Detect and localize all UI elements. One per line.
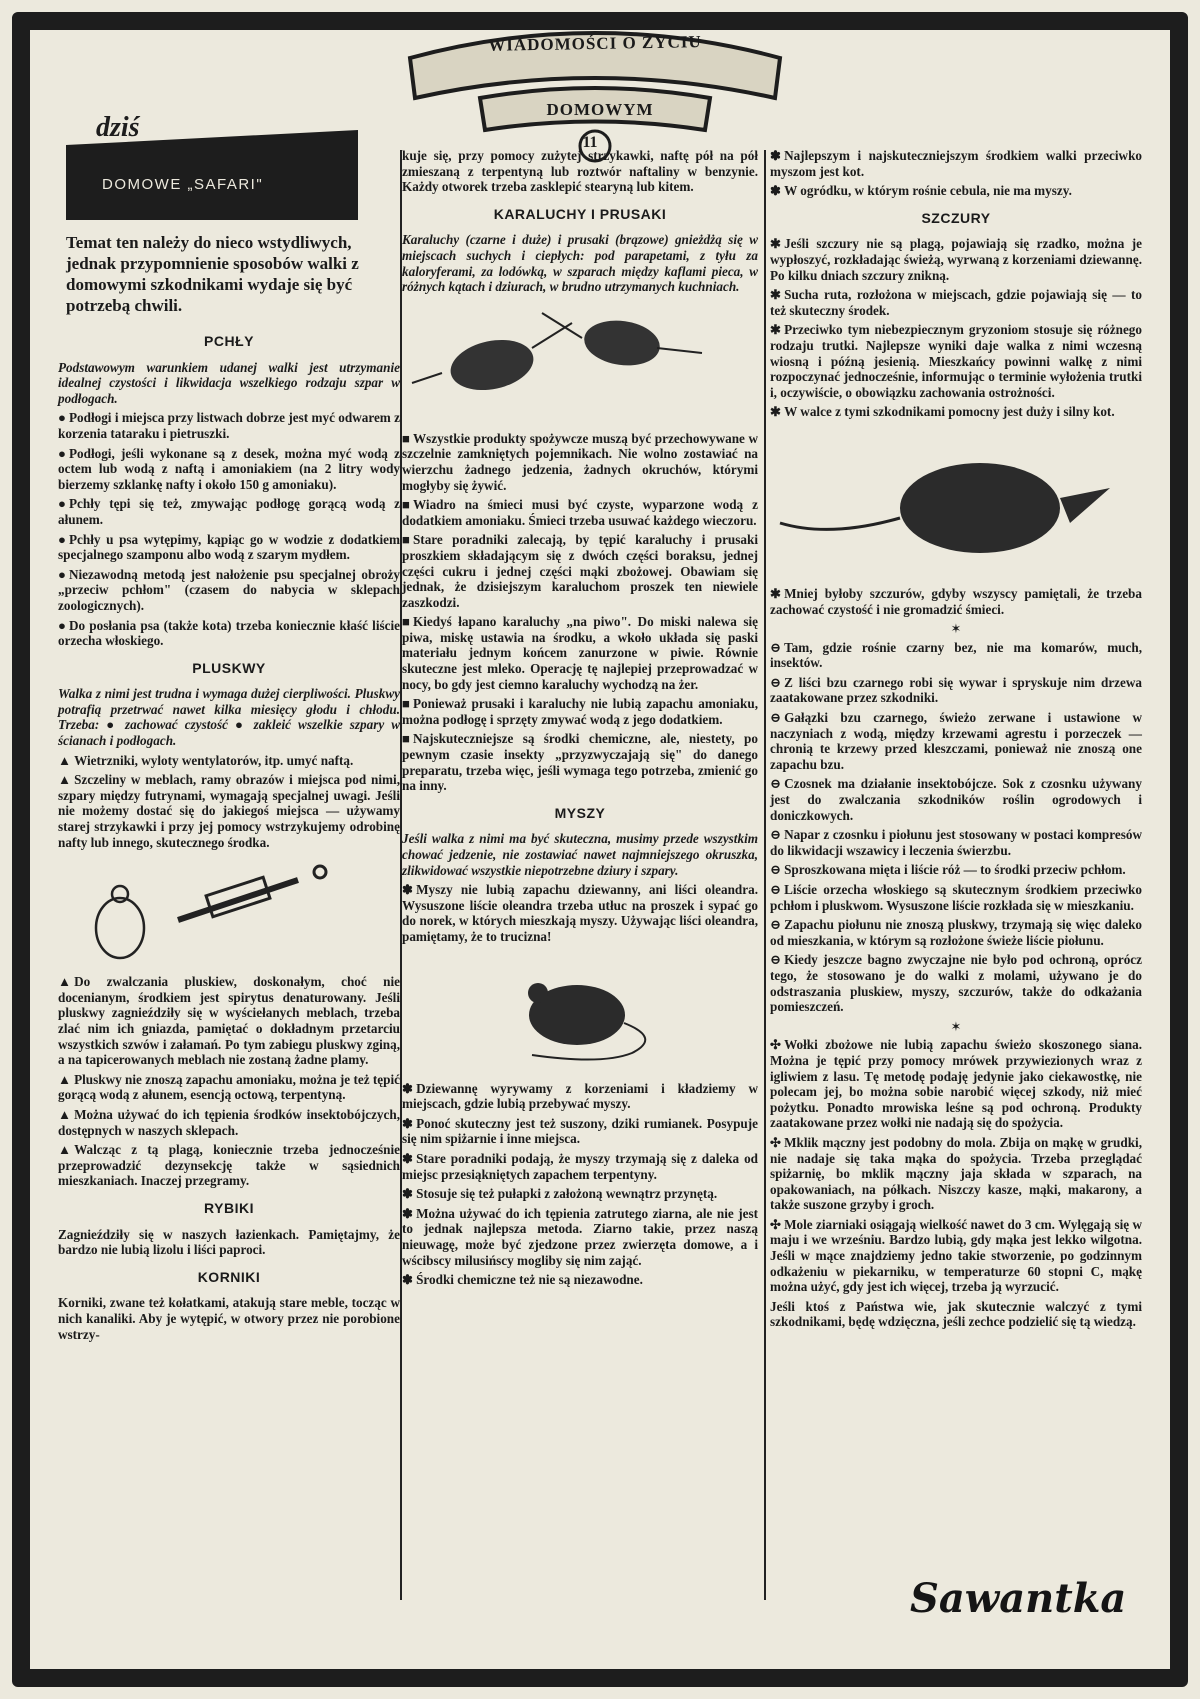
section-badge xyxy=(58,112,370,225)
closing-note: Jeśli ktoś z Państwa wie, jak skutecznie walczyć z tymi szkodnikami, będę wdzięczna, jeśli zechce podzielić się tą wiedzą. xyxy=(770,1298,1142,1330)
star-separator-icon: ✶ xyxy=(950,1018,962,1034)
author-signature: Sawantka xyxy=(910,1575,1127,1622)
list-item: ✽ W ogródku, w którym rośnie cebula, nie ma myszy. xyxy=(770,183,1072,199)
circle-bullet-icon: ⊖ xyxy=(770,674,782,690)
circle-bullet-icon: ⊖ xyxy=(770,776,782,792)
lead-pluskwy: Walka z nimi jest trudna i wymaga dużej cierpliwości. Pluskwy potrafią przetrwać nawet kilka miesięcy głodu i chłodu. Trzeba: ● zachować czystość ● zakleić wszelkie szpary w ścianach i podłogach. xyxy=(58,686,400,749)
section-heading-szczury: SZCZURY xyxy=(921,209,991,226)
bedbug-icon xyxy=(58,858,400,966)
asterisk-icon: ✽ xyxy=(402,1115,414,1131)
intro-text: Temat ten należy do nieco wstydliwych, jednak przypomnienie sposobów walki z domowymi szkodnikami wydaje się być potrzebą chwili. xyxy=(66,233,359,315)
list-item: ⊖ Tam, gdzie rośnie czarny bez, nie ma komarów, much, insektów. xyxy=(770,639,1142,671)
list-item: ● Niezawodną metodą jest nałożenie psu specjalnej obroży „przeciw pchłom" (czasem do nabycia w sklepach zoologicznych). xyxy=(58,566,400,613)
section-heading-rybiki: RYBIKI xyxy=(204,1199,254,1216)
column-2 xyxy=(402,148,758,1292)
square-bullet-icon: ■ xyxy=(402,430,410,446)
asterisk-icon: ✽ xyxy=(402,1186,414,1202)
list-item: ⊖ Zapachu piołunu nie znoszą pluskwy, trzymają się więc daleko od mieszkania, w którym są rozłożone świeże liście piołunu. xyxy=(770,917,1142,948)
list-item: ✽ Dziewannę wyrywamy z korzeniami i kładziemy w miejscach, gdzie lubią przebywać myszy. xyxy=(402,1080,758,1112)
mouse-icon xyxy=(402,953,758,1073)
square-bullet-icon: ■ xyxy=(402,696,410,712)
hash-icon: ✱ xyxy=(770,287,782,303)
column-3 xyxy=(770,148,1142,1334)
list-item: ✱ Mniej byłoby szczurów, gdyby wszyscy pamiętali, że trzeba zachować czystość i nie gromadzić śmieci. xyxy=(770,585,1142,617)
bullet-icon: ● xyxy=(58,531,66,547)
list-item: ⊖ Gałązki bzu czarnego, świeżo zerwane i ustawione w naczyniach z wodą, między krzewami agrestu i porzeczek — chronią te krzewy przed kleszczami, ponieważ nie znoszą one zapachu bzu. xyxy=(770,710,1142,772)
list-item: ▲ Walcząc z tą plagą, koniecznie trzeba jednocześnie przeprowadzić dezynsekcję także w sąsiednich mieszkaniach. Inaczej przegramy. xyxy=(58,1142,400,1189)
section-heading-pluskwy: PLUSKWY xyxy=(192,659,266,676)
triangle-icon: ▲ xyxy=(58,772,72,788)
square-bullet-icon: ■ xyxy=(402,532,410,548)
list-item: ✱ Jeśli szczury nie są plagą, pojawiają się rzadko, można je wypłoszyć, rozkładając świeżą, wyrwaną z korzeniami dziewannę. Po kilku dniach szczury znikną. xyxy=(770,236,1142,283)
page-number: 11 xyxy=(582,134,598,151)
list-item: ✽ Stare poradniki podają, że myszy trzymają się z daleka od miejsc przesiąkniętych zapachem terpentyny. xyxy=(402,1150,758,1182)
bedbug-syringe-illustration xyxy=(58,858,400,966)
list-item: ✽ Środki chemiczne też nie są niezawodne. xyxy=(402,1272,643,1288)
list-item: ● Pchły u psa wytępimy, kąpiąc go w wodzie z dodatkiem specjalnego szamponu albo wodą z szarym mydłem. xyxy=(58,531,400,563)
square-bullet-icon: ■ xyxy=(402,614,410,630)
section-heading-karaluchy: KARALUCHY I PRUSAKI xyxy=(493,205,667,222)
list-item: ✱ W walce z tymi szkodnikami pomocny jest duży i silny kot. xyxy=(770,404,1115,420)
list-item: ⊖ Z liści bzu czarnego robi się wywar i spryskuje nim drzewa zaatakowane przez szkodniki. xyxy=(770,674,1142,706)
rat-icon xyxy=(770,428,1142,578)
badge-title: DOMOWE „SAFARI" xyxy=(102,176,264,193)
list-item: ✽ Ponoć skuteczny jest też suszony, dziki rumianek. Posypuje się nim spiżarnie i inne miejsca. xyxy=(402,1115,758,1147)
hash-icon: ✱ xyxy=(770,585,782,601)
list-item: ⊖ Napar z czosnku i piołunu jest stosowany w postaci kompresów do likwidacji wszawicy i leczenia świerzbu. xyxy=(770,827,1142,858)
rat-illustration xyxy=(770,428,1142,578)
square-bullet-icon: ■ xyxy=(402,497,410,513)
lead-pchly: Podstawowym warunkiem udanej walki jest utrzymanie idealnej czystości i likwidacja wszelkiego rodzaju szpar w podłogach. xyxy=(58,359,400,406)
list-item: ▲ Pluskwy nie znoszą zapachu amoniaku, można je też tępić gorącą wodą z ałunem, esencją octową, terpentyną. xyxy=(58,1071,400,1103)
list-item: ⊖ Sproszkowana mięta i liście róż — to środki przeciw pchłom. xyxy=(770,862,1126,878)
asterisk-icon: ✽ xyxy=(402,1150,414,1166)
badge-word: dziś xyxy=(96,112,140,143)
hash-icon: ✱ xyxy=(770,236,782,252)
list-item: ✣ Wołki zbożowe nie lubią zapachu świeżo skoszonego siana. Można je tępić przy pomocy mrówek przywiezionych wraz z igliwiem z lasu. Tę metodę podaję jedynie jako ciekawostkę, nie polecam jej, bo można sobie narobić więcej szkody, niż mieć pożytku. Ponadto mrowiska leśne są pod ochroną. Produkty zaatakowane przez wołki nie nadają się do spożycia. xyxy=(770,1037,1142,1131)
section-heading-korniki: KORNIKI xyxy=(197,1268,261,1285)
cross-bullet-icon: ✣ xyxy=(770,1134,782,1150)
list-item: ⊖ Kiedy jeszcze bagno zwyczajne nie było pod ochroną, oprócz tego, że stosowano je do walki z molami, używano je do odstraszania pluskiew, myszy, szczurów, także do odkażania pomieszczeń. xyxy=(770,952,1142,1015)
korniki-continued: kuje się, przy pomocy zużytej strzykawki, naftę pół na pół zmieszaną z terpentyną lub roztwór naftaliny w benzynie. Każdy otworek trzeba zasklepić stearyną lub kitem. xyxy=(402,148,758,195)
list-item: ■ Najskuteczniejsze są środki chemiczne, ale, niestety, po pewnym czasie insekty „przyzwyczajają się" do danego preparatu, trzeba więc, jeśli wymaga tego potrzeba, zmienić go na inny. xyxy=(402,731,758,794)
list-item: ✽ Można używać do ich tępienia zatrutego ziarna, ale nie jest to jednak najlepsza metoda. Ziarno takie, przez naszą nieuwagę, może być zjedzone przez zwierzęta domowe, a i wścibscy milusińscy mogliby się nim zająć. xyxy=(402,1205,758,1268)
column-rule-2 xyxy=(764,150,766,1600)
triangle-icon: ▲ xyxy=(58,752,72,768)
column-1 xyxy=(58,232,400,1346)
cross-bullet-icon: ✣ xyxy=(770,1216,782,1232)
bullet-icon: ● xyxy=(58,617,66,633)
triangle-icon: ▲ xyxy=(58,1106,72,1122)
list-item: ✽ Stosuje się też pułapki z założoną wewnątrz przynętą. xyxy=(402,1186,718,1202)
list-item: ✽ Najlepszym i najskuteczniejszym środkiem walki przeciwko myszom jest kot. xyxy=(770,148,1142,179)
list-item: ■ Wiadro na śmieci musi być czyste, wyparzone wodą z dodatkiem amoniaku. Śmieci trzeba usuwać każdego wieczoru. xyxy=(402,497,758,528)
lead-myszy: Jeśli walka z nimi ma być skuteczna, musimy przede wszystkim chować jedzenie, nie zostawiać nawet najmniejszego okruszka, zlikwidować wszystkie niepotrzebne dziury i szpary. xyxy=(402,831,758,878)
circle-bullet-icon: ⊖ xyxy=(770,710,782,726)
list-item: ■ Stare poradniki zalecają, by tępić karaluchy i prusaki proszkiem składającym się z dwóch części boraksu, jednej części cukru i jednej części mąki zbożowej. Obawiam się jednak, że dzisiejszym karaluchom proszek ten niewiele zaszkodzi. xyxy=(402,532,758,610)
korniki-text: Korniki, zwane też kołatkami, atakują stare meble, tocząc w nich kanaliki. Aby je wytępić, w otwory przez nie porobione wstrzy- xyxy=(58,1295,400,1342)
section-heading-myszy: MYSZY xyxy=(554,804,606,821)
list-item: ⊖ Czosnek ma działanie insektobójcze. Sok z czosnku używany jest do zwalczania szkodników roślin ogrodowych i doniczkowych. xyxy=(770,776,1142,823)
list-item: ■ Kiedyś łapano karaluchy „na piwo". Do miski nalewa się piwa, miskę ustawia na środku, a wkoło układa się paski materiału jednym końcem zanurzone w piwie. Równie skuteczne jest mleko. Operację tę najlepiej przeprowadzać w nocy, bo gdy jest ciemno karaluchy wychodzą na żer. xyxy=(402,614,758,692)
list-item: ✱ Przeciwko tym niebezpiecznym gryzoniom stosuje się różnego rodzaju trutki. Najlepsze wyniki daje walka z nimi wczesną wiosną i późną jesienią. Mieszkańcy powinni walkę z nimi rozpoczynać jednocześnie, informując o terminie wyłożenia trutki i, oczywiście, o obowiązku zachowania ostrożności. xyxy=(770,322,1142,400)
list-item: ■ Ponieważ prusaki i karaluchy nie lubią zapachu amoniaku, można podłogę i sprzęty zmywać wodą z jego dodatkiem. xyxy=(402,696,758,727)
asterisk-icon: ✽ xyxy=(402,1205,414,1221)
cockroach-illustration xyxy=(402,303,758,423)
mouse-illustration xyxy=(402,953,758,1073)
triangle-icon: ▲ xyxy=(58,974,72,990)
circle-bullet-icon: ⊖ xyxy=(770,639,782,655)
circle-bullet-icon: ⊖ xyxy=(770,917,782,933)
list-item: ✽ Myszy nie lubią zapachu dziewanny, ani liści oleandra. Wysuszone liście oleandra trzeba utłuc na proszek i sypać go do norek, w których mieszkają myszy. Używając liści oleandra, pamiętamy, że to trucizna! xyxy=(402,882,758,944)
cockroach-icon xyxy=(402,303,758,423)
list-item: ✣ Mole ziarniaki osiągają wielkość nawet do 3 cm. Wylęgają się w maju i we wrześniu. Bardzo lubią, gdy mąka jest lekko wilgotna. Jeśli w mące znajdziemy jedno takie stworzenie, po godzinnym odkażeniu w piekarniku, w temperaturze 60 stopni C, mąkę można użyć, gdy jest ich więcej, trzeba ją wyrzucić. xyxy=(770,1216,1142,1295)
cross-bullet-icon: ✣ xyxy=(770,1037,782,1053)
asterisk-icon: ✽ xyxy=(770,183,782,199)
list-item: ● Podłogi i miejsca przy listwach dobrze jest myć odwarem z korzenia tataraku i pietruszki. xyxy=(58,410,400,441)
bullet-icon: ● xyxy=(58,445,66,461)
bullet-icon: ● xyxy=(58,496,66,512)
list-item: ▲ Do zwalczania pluskiew, doskonałym, choć nie docenianym, środkiem jest spirytus denaturowany. Jeśli pluskwy zagnieździły się w wyściełanych meblach, trzeba zlać nim ich gniazda, pamiętać o dokładnym przetarciu wszystkich szwów i załamań. Po tym zabiegu pluskwy zginą, a na tapicerowanych meblach nie zostaną żadne plamy. xyxy=(58,974,400,1068)
list-item: ▲ Można używać do ich tępienia środków insektobójczych, dostępnych w naszych sklepach. xyxy=(58,1106,400,1138)
circle-bullet-icon: ⊖ xyxy=(770,952,782,968)
list-item: ⊖ Liście orzecha włoskiego są skutecznym środkiem przeciwko pchłom i pluskwom. Wysuszone liście rozkłada się w mieszkaniu. xyxy=(770,882,1142,913)
list-item: ▲ Szczeliny w meblach, ramy obrazów i miejsca pod nimi, szpary między futrynami, wymagają specjalnej uwagi. Jeśli nie możemy dostać się do jakiegoś miejsca — używamy starej strzykawki i przy jej pomocy wstrzykujemy odrobinę nafty lub innego, skutecznego środka. xyxy=(58,772,400,850)
list-item: ▲ Wietrzniki, wyloty wentylatorów, itp. umyć naftą. xyxy=(58,752,354,768)
hash-icon: ✱ xyxy=(770,322,782,338)
list-item: ● Podłogi, jeśli wykonane są z desek, można myć wodą z octem lub wodą z naftą i amoniakiem (na 2 litry wody bierzemy szklankę nafty i około 150 g amoniaku). xyxy=(58,445,400,492)
lead-karaluchy: Karaluchy (czarne i duże) i prusaki (brązowe) gnieżdżą się w miejscach suchych i ciepłych: pod parapetami, z tyłu za kaloryferami, za lodówką, w szparach między kaflami pieca, w różnych kątach i dziurach, w brudno utrzymanych kuchniach. xyxy=(402,232,758,295)
circle-bullet-icon: ⊖ xyxy=(770,827,782,843)
triangle-icon: ▲ xyxy=(58,1071,72,1087)
list-item: ■ Wszystkie produkty spożywcze muszą być przechowywane w szczelnie zamkniętych pojemnikach. Nie wolno zostawiać na wierzchu żadnego jedzenia, żadnych okruchów, którymi mogłyby się żywić. xyxy=(402,430,758,493)
header-title: WIADOMOŚCI O ŻYCIU xyxy=(488,32,702,55)
section-heading-pchly: PCHŁY xyxy=(204,333,254,349)
list-item: ● Pchły tępi się też, zmywając podłogę gorącą wodą z ałunem. xyxy=(58,496,400,527)
square-bullet-icon: ■ xyxy=(402,731,410,747)
hash-icon: ✱ xyxy=(770,404,782,420)
header-subtitle: DOMOWYM xyxy=(546,100,654,119)
list-item: ✱ Sucha ruta, rozłożona w miejscach, gdzie pojawiają się — to też skuteczny środek. xyxy=(770,287,1142,318)
bullet-icon: ● xyxy=(58,410,66,426)
asterisk-icon: ✽ xyxy=(402,1080,414,1096)
circle-bullet-icon: ⊖ xyxy=(770,862,782,878)
rybiki-text: Zagnieździły się w naszych łazienkach. Pamiętajmy, że bardzo nie lubią lizolu i liści paproci. xyxy=(58,1226,400,1258)
star-separator-icon: ✶ xyxy=(950,621,962,637)
triangle-icon: ▲ xyxy=(58,1142,72,1158)
asterisk-icon: ✽ xyxy=(402,1272,414,1288)
list-item: ● Do posłania psa (także kota) trzeba koniecznie kłaść liście orzecha włoskiego. xyxy=(58,617,400,649)
asterisk-icon: ✽ xyxy=(770,148,782,163)
asterisk-icon: ✽ xyxy=(402,882,414,898)
bullet-icon: ● xyxy=(58,566,66,582)
circle-bullet-icon: ⊖ xyxy=(770,882,782,897)
list-item: ✣ Mklik mączny jest podobny do mola. Zbija on mąkę w grudki, nie nadaje się taka mąka do spożycia. Trzeba przeglądać spiżarnię, bo mklik mączny jaja składa w szparach, na opakowaniach, na półkach. Niszczy kasze, mąki, makarony, a także suszone grzyby i groch. xyxy=(770,1134,1142,1213)
